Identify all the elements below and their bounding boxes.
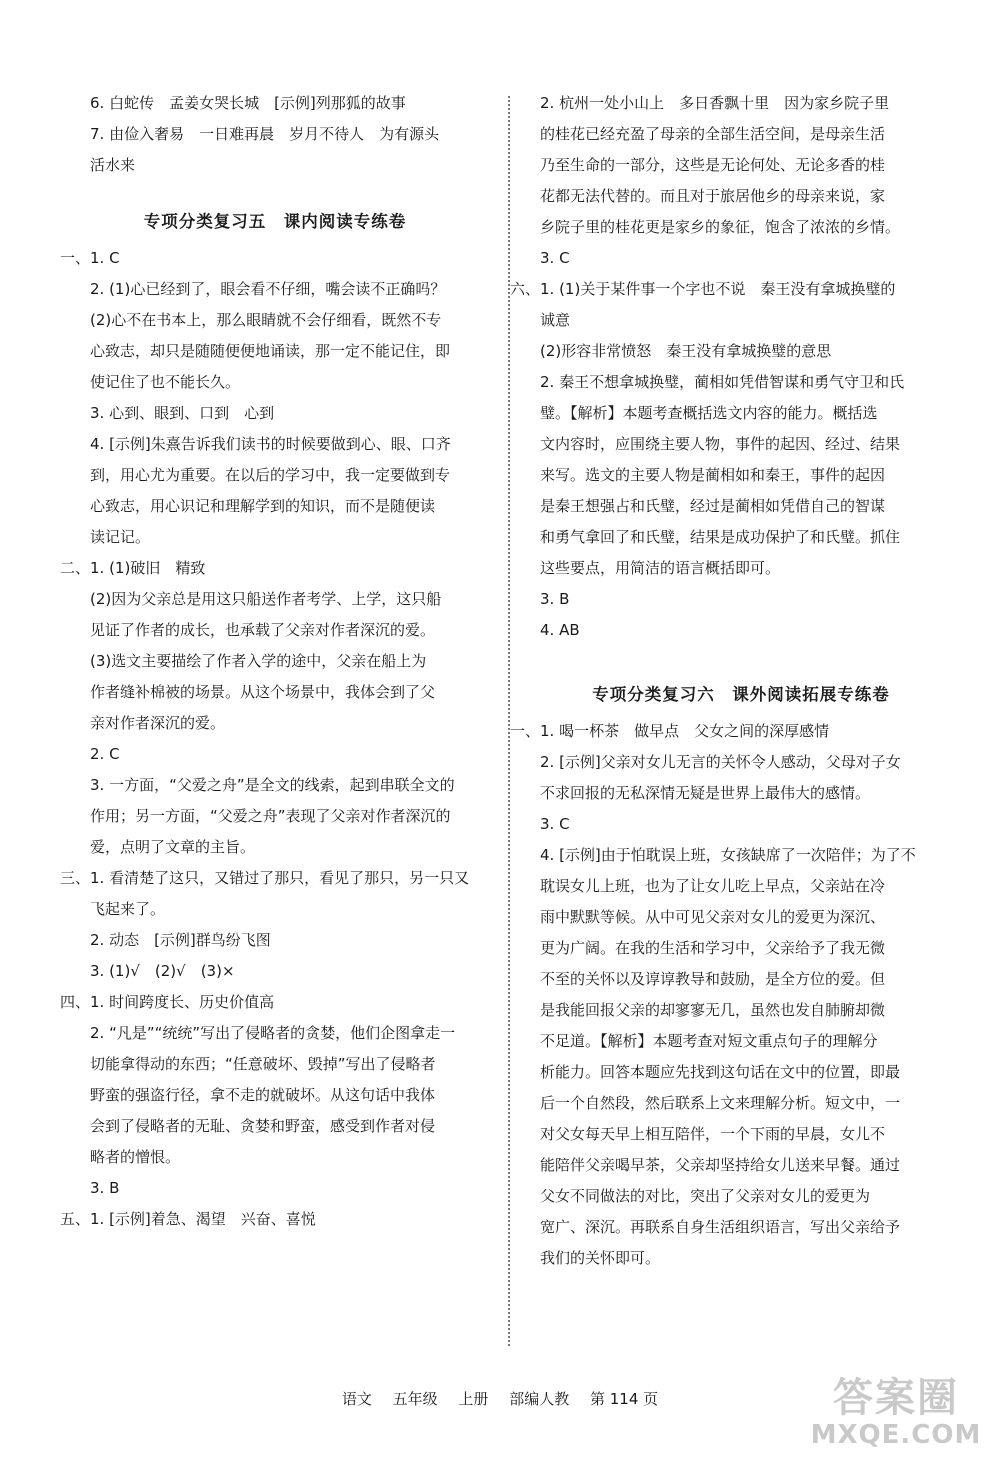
answer-line: 读记记。 [90,528,151,546]
footer-volume: 上册 [458,1390,489,1408]
answer-line: 3. 心到、眼到、口到 心到 [90,404,275,422]
answer-line: 不足道。【解析】本题考查对短文重点句子的理解分 [540,1032,878,1050]
right-column [510,88,950,1274]
answer-line: 4. [示例]朱熹告诉我们读书的时候要做到心、眼、口齐 [90,435,451,453]
answer-line: 7. 由俭入奢易 一日难再晨 岁月不待人 为有源头 [90,125,440,143]
answer-line: 2. “凡是”“统统”写出了侵略者的贪婪，他们企图拿走一 [90,1024,456,1042]
watermark-logo [806,1376,986,1460]
answer-line: 到，用心尤为重要。在以后的学习中，我一定要做到专 [90,466,451,484]
answer-line: 3. B [540,590,570,608]
answer-line: 4. AB [540,621,580,639]
answer-line: 后一个自然段，然后联系上文来理解分析。短文中，一 [540,1094,901,1112]
answer-line: 3. C [540,249,570,267]
answer-line: 2. [示例]父亲对女儿无言的关怀令人感动，父母对子女 [540,753,901,771]
answer-line: (3)选文主要描绘了作者入学的途中，父亲在船上为 [90,652,427,670]
answer-line: 3. 一方面，“父爱之舟”是全文的线索，起到串联全文的 [90,776,455,794]
answer-line: 2. C [90,745,120,763]
answer-line: 来写。选文的主要人物是蔺相如和秦王，事件的起因 [540,466,886,484]
watermark-url: MXQE.COM [810,1420,982,1450]
answer-line: 活水来 [90,156,136,174]
answer-line: 2. 动态 [示例]群鸟纷飞图 [90,931,271,949]
answer-line: 一、1. 喝一杯茶 做早点 父女之间的深厚感情 [510,722,830,740]
answer-line: 会到了侵略者的无耻、贪婪和野蛮，感受到作者对侵 [90,1117,436,1135]
answer-line: 不至的关怀以及谆谆教导和鼓励，是全方位的爱。但 [540,970,886,988]
answer-line: 是我能回报父亲的却寥寥无几，虽然也发自肺腑却微 [540,1001,886,1019]
answer-line: 我们的关怀即可。 [540,1249,661,1267]
answer-line: 心致志，却只是随随便便地诵读，那一定不能记住，即 [90,342,451,360]
answer-line: 这些要点，用简洁的语言概括即可。 [540,559,781,577]
left-column [60,88,490,1235]
answer-line: 二、1. (1)破旧 精致 [60,559,206,577]
answer-line: 析能力。回答本题应先找到这句话在文中的位置，即最 [540,1063,901,1081]
answer-line: 五、1. [示例]着急、渴望 兴奋、喜悦 [60,1210,316,1228]
answer-line: 作用；另一方面，“父爱之舟”表现了父亲对作者深沉的 [90,807,451,825]
answer-line: 宽广、深沉。再联系自身生活组织语言，写出父亲给予 [540,1218,901,1236]
answer-line: 3. C [540,815,570,833]
answer-line: 对父女每天早上相互陪伴，一个下雨的早晨，女儿不 [540,1125,886,1143]
answer-line: 使记住了也不能长久。 [90,373,241,391]
footer-grade: 五年级 [392,1390,438,1408]
answer-line: 2. (1)心已经到了，眼会看不仔细，嘴会读不正确吗？ [90,280,446,298]
answer-line: 作者缝补棉被的场景。从这个场景中，我体会到了父 [90,683,436,701]
answer-line: 不求回报的无私深情无疑是世界上最伟大的感情。 [540,784,871,802]
answer-line: (2)形容非常愤怒 秦王没有拿城换璧的意思 [540,342,832,360]
answer-line: 雨中默默等候。从中可见父亲对女儿的爱更为深沉、 [540,908,886,926]
answer-line: 文内容时，应围绕主要人物，事件的起因、经过、结果 [540,435,901,453]
watermark-text: 答案圈 [833,1375,959,1421]
answer-line: 璧。【解析】本题考查概括选文内容的能力。概括选 [540,404,878,422]
answer-line: 六、1. (1)关于某件事一个字也不说 秦王没有拿城换璧的 [510,280,896,298]
answer-line: 飞起来了。 [90,900,166,918]
answer-line: 见证了作者的成长，也承载了父亲对作者深沉的爱。 [90,621,436,639]
answer-line: 爱，点明了文章的主旨。 [90,838,256,856]
answer-line: (2)心不在书本上，那么眼睛就不会仔细看，既然不专 [90,311,442,329]
answer-line: 诚意 [540,311,571,329]
answer-line: 的桂花已经充盈了母亲的全部生活空间，是母亲生活 [540,125,886,143]
answer-line: 乡院子里的桂花更是家乡的象征，饱含了浓浓的乡情。 [540,218,901,236]
answer-line: 和勇气拿回了和氏璧，结果是成功保护了和氏璧。抓住 [540,528,901,546]
answer-line: 耽误女儿上班，也为了让女儿吃上早点，父亲站在冷 [540,877,886,895]
answer-line: 4. [示例]由于怕耽误上班，女孩缺席了一次陪伴；为了不 [540,846,916,864]
answer-line: 更为广阔。在我的生活和学习中，父亲给予了我无微 [540,939,886,957]
answer-line: 3. (1)√ (2)√ (3)× [90,962,235,980]
answer-line: 2. 秦王不想拿城换璧，蔺相如凭借智谋和勇气守卫和氏 [540,373,905,391]
answer-line: 能陪伴父亲喝早茶，父亲却坚持给女儿送来早餐。通过 [540,1156,901,1174]
answer-line: (2)因为父亲总是用这只船送作者考学、上学，这只船 [90,590,442,608]
section-title: 专项分类复习五 课内阅读专练卷 [143,212,407,231]
answer-line: 心致志，用心识记和理解学到的知识，而不是随便读 [90,497,436,515]
answer-line: 2. 杭州一处小山上 多日香飘十里 因为家乡院子里 [540,94,890,112]
section-title: 专项分类复习六 课外阅读拓展专练卷 [592,685,890,704]
answer-line: 略者的憎恨。 [90,1148,181,1166]
footer-page-number: 第 114 页 [590,1390,659,1408]
answer-line: 花都无法代替的。而且对于旅居他乡的母亲来说，家 [540,187,886,205]
answer-line: 父女不同做法的对比，突出了父亲对女儿的爱更为 [540,1187,871,1205]
answer-line: 6. 白蛇传 孟姜女哭长城 [示例]列那狐的故事 [90,94,406,112]
footer-edition: 部编人教 [509,1390,570,1408]
answer-line: 野蛮的强盗行径，拿不走的就破坏。从这句话中我体 [90,1086,436,1104]
answer-line: 亲对作者深沉的爱。 [90,714,226,732]
answer-line: 切能拿得动的东西；“任意破坏、毁掉”写出了侵略者 [90,1055,436,1073]
answer-line: 是秦王想强占和氏璧，经过是蔺相如凭借自己的智谋 [540,497,886,515]
answer-line: 3. B [90,1179,120,1197]
answer-line: 四、1. 时间跨度长、历史价值高 [60,993,275,1011]
answer-line: 乃至生命的一部分，这些是无论何处、无论多香的桂 [540,156,886,174]
answer-line: 一、1. C [60,249,120,267]
answer-line: 三、1. 看清楚了这只，又错过了那只，看见了那只，另一只又 [60,869,470,887]
footer-subject: 语文 [341,1390,372,1408]
